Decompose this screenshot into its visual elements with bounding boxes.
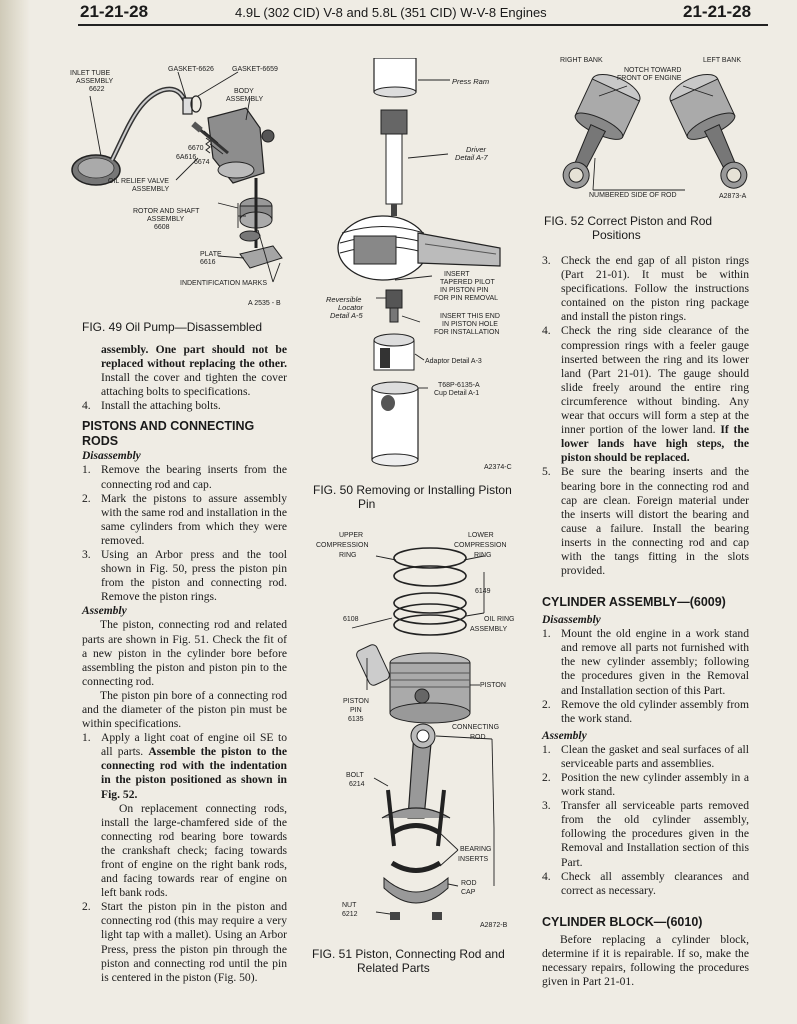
label-inlet-tube-2: ASSEMBLY <box>76 78 114 85</box>
label-nut-2: 6212 <box>342 911 358 918</box>
oil-pump-step-3-continuation <box>82 343 287 399</box>
step-text: Remove the bearing inserts from the connecting rod and cap. <box>101 463 287 491</box>
label-oil-ring-2: ASSEMBLY <box>470 626 508 633</box>
label-rod-cap-2: CAP <box>461 889 476 896</box>
fig50-code: A2374-C <box>484 464 512 471</box>
step-number: 1. <box>542 742 551 756</box>
label-bearing-inserts: BEARING <box>460 846 492 853</box>
step-number: 2. <box>542 771 551 784</box>
label-reversible-2: Locator <box>338 303 364 312</box>
fig50-caption: FIG. 50 Removing or Installing Piston <box>313 483 512 497</box>
label-notch-2: FRONT OF ENGINE <box>617 75 682 82</box>
step-text: Mark the pistons to assure assembly with the same rod and installation in the same cylinders from which they were removed. <box>101 491 287 547</box>
step-number: 1. <box>82 463 91 477</box>
label-body-2: ASSEMBLY <box>226 96 264 103</box>
assembly-paragraph-1: The piston, connecting rod and related parts are shown in Fig. 51. Check the fit of a new piston in the cylinder bore before assembling the piston and piston pin to the connecting rod. <box>82 618 287 688</box>
step-number: 5. <box>542 465 551 479</box>
heading-pistons-rods: PISTONS AND CONNECTING <box>82 419 255 434</box>
label-driver: Driver <box>466 145 486 154</box>
label-cup-2: Cup Detail A-1 <box>434 390 480 397</box>
label-oil-relief-valve: OIL RELIEF VALVE <box>108 178 169 185</box>
label-6149: 6149 <box>475 588 491 595</box>
step-text: Transfer all serviceable parts removed from the old cylinder assembly, following the procedures given in the Removal and Installation section of this Part. <box>561 799 749 869</box>
bold-warning: assembly. One part should not be replaced without replacing the other. <box>101 343 287 371</box>
label-piston: PISTON <box>480 682 506 689</box>
label-insert-2: TAPERED PILOT <box>440 279 495 286</box>
label-numbered-side: NUMBERED SIDE OF ROD <box>589 192 677 199</box>
label-upper-ring-3: RING <box>339 552 357 559</box>
step-number: 2. <box>542 697 551 711</box>
label-gasket-6626: GASKET-6626 <box>168 66 214 73</box>
assembly-step-1-note: On replacement connecting rods, install the large-chamfered side of the connecting rod bearing bore towards the crankshaft check; facing towards front of engine on the right bank rods, and facing towards rear of engine on left bank rods. <box>101 801 287 900</box>
label-insert-4: FOR PIN REMOVAL <box>434 295 499 302</box>
label-body: BODY <box>234 88 254 95</box>
fig51-caption-2: Related Parts <box>357 961 430 975</box>
step-text: Check the ring side clearance of the compression rings with a feeler gauge inserted between the ring and its lower land (Part 21-01). The gauge should slide freely around the entire ring circumference without binding. Any wear that occurs will form a step at the inner portion of the lower land. <box>561 324 749 437</box>
cyl-assembly-step-1 <box>542 743 749 771</box>
step-3-rest: Install the cover and tighten the cover attaching bolts to specifications. <box>101 371 287 399</box>
label-rotor-shaft-2: ASSEMBLY <box>147 216 185 223</box>
label-reversible: Reversible <box>326 295 362 304</box>
step-number: 4. <box>542 869 551 883</box>
subheading-assembly: Assembly <box>82 605 127 618</box>
step-bold-text: Assemble the piston to the connecting rod with the indentation in the piston positioned as shown in Fig. 52. <box>101 745 288 801</box>
label-gasket-6659: GASKET-6659 <box>232 66 278 73</box>
running-title: 4.9L (302 CID) V-8 and 5.8L (351 CID) W-V-8 Engines <box>235 5 547 20</box>
step-number: 1. <box>542 627 551 641</box>
label-6674: 6674 <box>194 159 210 166</box>
label-bolt-2: 6214 <box>349 781 365 788</box>
label-6108: 6108 <box>343 616 359 623</box>
subheading-disassembly: Disassembly <box>82 450 141 463</box>
label-identification-marks: INDENTIFICATION MARKS <box>180 280 267 287</box>
page-number-right: 21-21-28 <box>683 2 752 21</box>
label-upper-ring: UPPER <box>339 532 364 539</box>
label-reversible-3: Detail A-5 <box>330 311 363 320</box>
heading-pistons-rods-2: RODS <box>82 434 119 449</box>
fig51-caption: FIG. 51 Piston, Connecting Rod and <box>312 947 505 961</box>
header-rule <box>78 24 768 26</box>
fig52-code: A2873-A <box>719 193 747 200</box>
assembly-step-4 <box>542 324 749 465</box>
step-text: Remove the old cylinder assembly from the work stand. <box>561 697 749 725</box>
subheading-cyl-disassembly: Disassembly <box>542 614 601 627</box>
disassembly-step-2 <box>82 492 287 548</box>
label-lower-ring-2: COMPRESSION <box>454 542 507 549</box>
step-number: 2. <box>82 900 91 914</box>
label-insert-3: IN PISTON PIN <box>440 287 489 294</box>
step-text: Mount the old engine in a work stand and remove all parts not furnished with the new cylinder assembly; following the procedures given in the Removal and Installation section of this Part. <box>561 627 749 697</box>
assembly-paragraph-2: The piston pin bore of a connecting rod and the diameter of the piston pin must be within specifications. <box>82 688 287 731</box>
step-number: 3. <box>542 254 551 267</box>
label-press-ram: Press Ram <box>452 77 490 86</box>
fig52-caption-2: Positions <box>592 228 641 242</box>
step-number: 4. <box>82 399 91 413</box>
label-plate-no: 6616 <box>200 259 216 266</box>
label-cup: T68P-6135-A <box>438 382 480 389</box>
label-connecting-rod: CONNECTING <box>452 724 500 731</box>
label-6670: 6670 <box>188 145 204 152</box>
right-text-column <box>542 254 749 989</box>
step-number: 2. <box>82 491 91 505</box>
label-insert: INSERT <box>444 271 470 278</box>
fig52-caption: FIG. 52 Correct Piston and Rod <box>544 214 713 228</box>
cylinder-block-paragraph: Before replacing a cylinder block, determine if it is repairable. If so, make the necessary repairs, following the procedures given in Part 21-01. <box>542 932 749 989</box>
label-rotor-shaft-no: 6608 <box>154 224 170 231</box>
label-piston-pin-2: PIN <box>350 707 362 714</box>
step-number: 3. <box>542 799 551 813</box>
step-number: 1. <box>82 731 91 745</box>
oil-pump-step-4 <box>82 399 287 413</box>
label-6a616: 6A616 <box>176 154 197 161</box>
subheading-cyl-assembly: Assembly <box>542 729 587 742</box>
fig50-illustration <box>320 58 520 478</box>
step-text: Clean the gasket and seal surfaces of all serviceable parts and assemblies. <box>561 742 749 770</box>
step-bold-text: If the lower lands have high steps, the piston should be replaced. <box>561 423 749 465</box>
label-driver-2: Detail A-7 <box>455 153 488 162</box>
label-lower-ring: LOWER <box>468 532 494 539</box>
assembly-step-5 <box>542 465 749 578</box>
page-binding-edge <box>0 0 30 1024</box>
label-piston-pin: PISTON <box>343 698 369 705</box>
label-insert-end-2: IN PISTON HOLE <box>442 321 498 328</box>
label-lower-ring-3: RING <box>474 552 492 559</box>
cyl-disassembly-step-1 <box>542 627 749 697</box>
fig51-code: A2872-B <box>480 922 508 929</box>
pin-press-tool-drawing <box>320 58 520 478</box>
label-inlet-tube: INLET TUBE <box>70 70 111 77</box>
step-number: 3. <box>82 548 91 562</box>
step-text: Using an Arbor press and the tool shown in Fig. 50, press the piston pin from the piston and connecting rod. Remove the piston rings. <box>101 548 287 604</box>
label-piston-pin-3: 6135 <box>348 716 364 723</box>
label-upper-ring-2: COMPRESSION <box>316 542 369 549</box>
cyl-assembly-step-3 <box>542 799 749 869</box>
label-oil-relief-valve-2: ASSEMBLY <box>132 186 170 193</box>
cyl-assembly-step-4 <box>542 870 749 898</box>
label-rod-cap: ROD <box>461 880 477 887</box>
step-text: Check the end gap of all piston rings (Part 21-01). It must be within specifications. Follow the instructions contained on the piston ring package and install the piston rings. <box>561 254 749 324</box>
label-bearing-inserts-2: INSERTS <box>458 856 489 863</box>
label-connecting-rod-2: ROD <box>470 734 486 741</box>
label-bolt: BOLT <box>346 772 364 779</box>
fig49-code: A 2535 - B <box>248 300 281 307</box>
disassembly-step-3 <box>82 548 287 604</box>
fig49-caption: FIG. 49 Oil Pump—Disassembled <box>82 320 263 334</box>
label-rotor-shaft: ROTOR AND SHAFT <box>133 208 200 215</box>
label-oil-ring: OIL RING <box>484 616 515 623</box>
step-text: Be sure the bearing inserts and the bearing bore in the connecting rod and cap are clean. Foreign material under the inserts will distort the bearing and cause a failure. Install the bearing inserts in the connecting rod and cap with the tangs fitting in the slots provided. <box>561 465 749 578</box>
label-right-bank: RIGHT BANK <box>560 57 603 64</box>
step-text: Check all assembly clearances and correct as necessary. <box>561 869 749 897</box>
step-number: 4. <box>542 324 551 338</box>
assembly-step-3 <box>542 254 749 324</box>
heading-cylinder-assembly: CYLINDER ASSEMBLY—(6009) <box>542 595 726 610</box>
step-text: Position the new cylinder assembly in a work stand. <box>561 771 749 799</box>
assembly-step-1 <box>82 731 287 900</box>
label-nut: NUT <box>342 902 357 909</box>
disassembly-step-1 <box>82 463 287 491</box>
cyl-disassembly-step-2 <box>542 698 749 726</box>
label-left-bank: LEFT BANK <box>703 57 741 64</box>
label-inlet-tube-no: 6622 <box>89 86 105 93</box>
label-insert-end-3: FOR INSTALLATION <box>434 329 500 336</box>
label-adaptor: Adaptor Detail A-3 <box>425 358 482 365</box>
assembly-step-2 <box>82 900 287 985</box>
fig50-caption-2: Pin <box>358 497 376 511</box>
left-text-column <box>82 343 287 985</box>
label-insert-end: INSERT THIS END <box>440 313 500 320</box>
label-notch: NOTCH TOWARD <box>624 67 682 74</box>
cyl-assembly-step-2 <box>542 771 749 799</box>
step-text: Install the attaching bolts. <box>101 399 221 413</box>
step-text: Apply a light coat of engine oil SE to all parts. <box>101 731 287 759</box>
heading-cylinder-block: CYLINDER BLOCK—(6010) <box>542 914 703 929</box>
page-number-left: 21-21-28 <box>80 2 149 21</box>
label-plate: PLATE <box>200 251 222 258</box>
step-text: Start the piston pin in the piston and connecting rod (this may require a very light tap with a mallet). Using an Arbor Press, press the piston pin through the piston and connecting rod until the pin is centered in the piston (Fig. 50). <box>101 900 287 984</box>
